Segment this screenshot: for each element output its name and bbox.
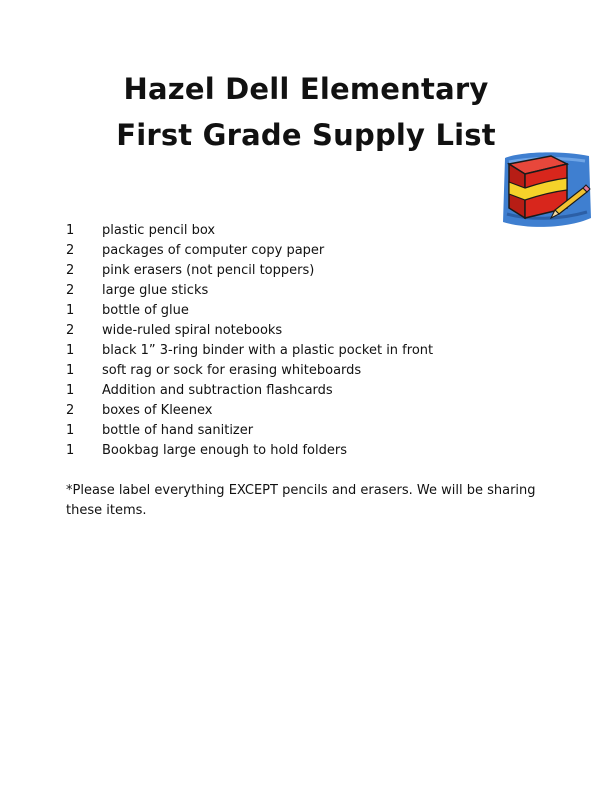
pencil-box-icon [499, 148, 593, 230]
item-name: packages of computer copy paper [102, 243, 325, 258]
list-item [66, 321, 433, 341]
page-subtitle: First Grade Supply List [116, 118, 496, 152]
list-item [66, 401, 433, 421]
item-quantity: 2 [66, 323, 75, 338]
list-item [66, 361, 433, 381]
item-name: Bookbag large enough to hold folders [102, 443, 347, 458]
item-quantity: 2 [66, 283, 75, 298]
item-quantity: 2 [66, 403, 75, 418]
item-quantity: 2 [66, 243, 75, 258]
item-name: black 1” 3-ring binder with a plastic pocket in front [102, 343, 434, 358]
item-name: large glue sticks [102, 283, 209, 298]
item-quantity: 2 [66, 263, 75, 278]
item-name: bottle of glue [102, 303, 189, 318]
item-name: pink erasers (not pencil toppers) [102, 263, 315, 278]
list-item [66, 261, 433, 281]
item-quantity: 1 [66, 383, 75, 398]
item-name: plastic pencil box [102, 223, 216, 238]
label-note: *Please label everything EXCEPT pencils and erasers. We will be sharing these items. [66, 483, 536, 518]
list-item [66, 221, 433, 241]
list-item [66, 381, 433, 401]
item-quantity: 1 [66, 223, 75, 238]
item-quantity: 1 [66, 443, 75, 458]
supply-list [66, 221, 433, 461]
list-item [66, 441, 433, 461]
item-name: bottle of hand sanitizer [102, 423, 254, 438]
item-quantity: 1 [66, 343, 75, 358]
list-item [66, 301, 433, 321]
item-name: soft rag or sock for erasing whiteboards [102, 363, 362, 378]
list-item [66, 241, 433, 261]
item-name: boxes of Kleenex [102, 403, 213, 418]
page-title: Hazel Dell Elementary [123, 72, 489, 106]
item-name: Addition and subtraction flashcards [102, 383, 333, 398]
list-item [66, 341, 433, 361]
list-item [66, 421, 433, 441]
item-quantity: 1 [66, 303, 75, 318]
list-item [66, 281, 433, 301]
item-quantity: 1 [66, 363, 75, 378]
item-name: wide-ruled spiral notebooks [102, 323, 283, 338]
item-quantity: 1 [66, 423, 75, 438]
